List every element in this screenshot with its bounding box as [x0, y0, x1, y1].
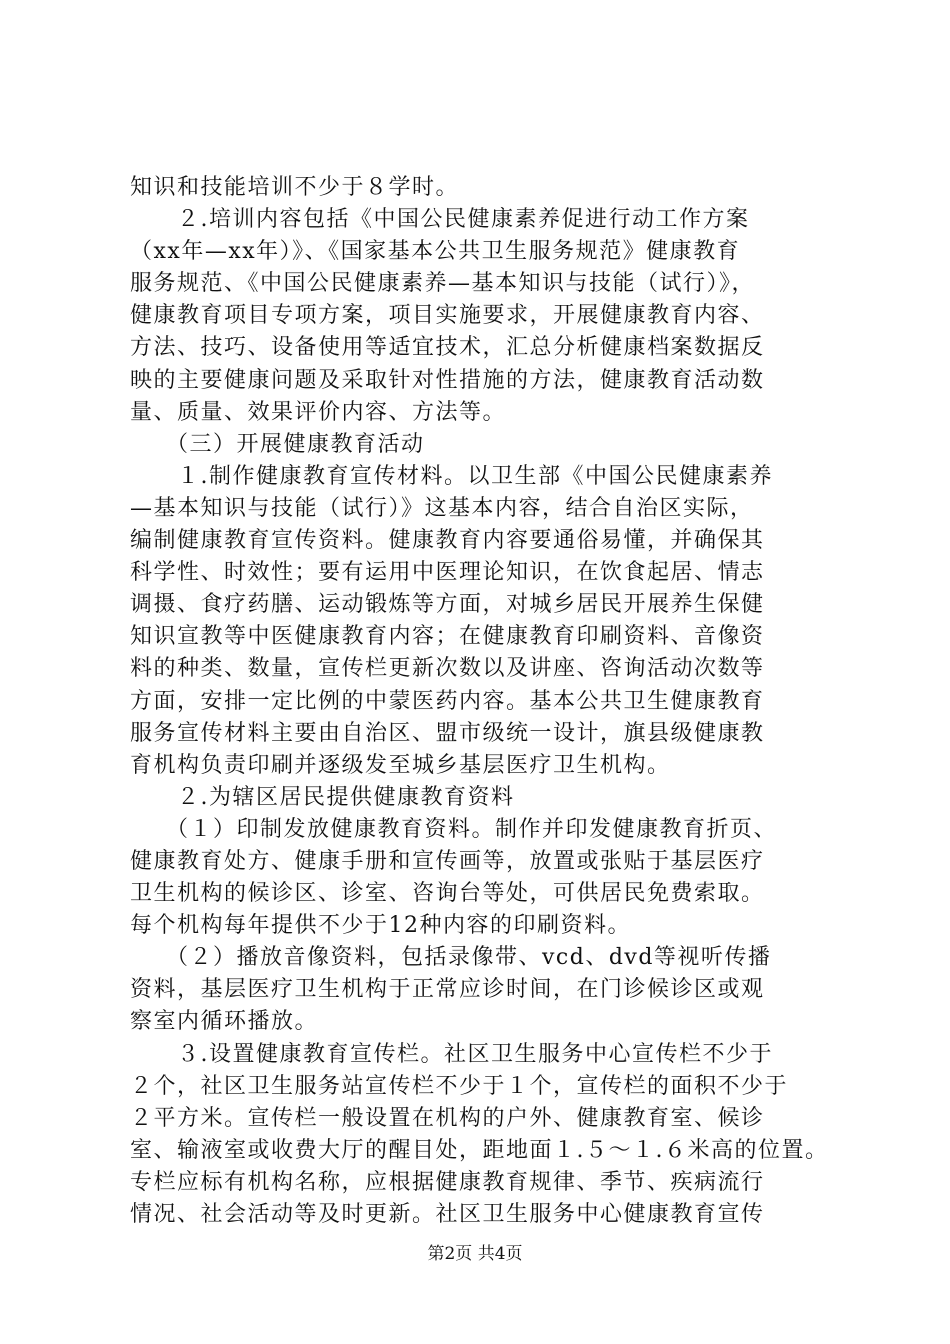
- text-line: 知识宣教等中医健康教育内容；在健康教育印刷资料、音像资: [130, 624, 765, 650]
- text-line: 情况、社会活动等及时更新。社区卫生服务中心健康教育宣传: [130, 1202, 765, 1227]
- text-line: 服务宣传材料主要由自治区、盟市级统一设计，旗县级健康教: [130, 720, 765, 746]
- text-line: 健康教育处方、健康手册和宣传画等，放置或张贴于基层医疗: [130, 848, 765, 874]
- text-line: （１）印制发放健康教育资料。制作并印发健康教育折页、: [130, 816, 778, 842]
- text-line: ２平方米。宣传栏一般设置在机构的户外、健康教育室、候诊: [130, 1105, 765, 1131]
- text-line: 育机构负责印刷并逐级发至城乡基层医疗卫生机构。: [130, 752, 671, 778]
- text-line: 服务规范、《中国公民健康素养—基本知识与技能（试行）》，: [130, 271, 756, 297]
- text-line: 察室内循环播放。: [130, 1009, 319, 1035]
- text-line: ２.培训内容包括《中国公民健康素养促进行动工作方案: [130, 207, 750, 233]
- text-line: １.制作健康教育宣传材料。以卫生部《中国公民健康素养: [130, 463, 773, 489]
- text-line: 每个机构每年提供不少于12种内容的印刷资料。: [130, 913, 631, 939]
- document-body: [130, 172, 830, 1231]
- text-line: 室、输液室或收费大厅的醒目处，距地面１.５～１.６米高的位置。: [130, 1137, 829, 1163]
- text-line: 科学性、时效性；要有运用中医理论知识，在饮食起居、情志: [130, 560, 765, 586]
- section-heading: （三）开展健康教育活动: [130, 431, 425, 457]
- text-line: 量、质量、效果评价内容、方法等。: [130, 399, 507, 425]
- text-line: 料的种类、数量，宣传栏更新次数以及讲座、咨询活动次数等: [130, 656, 765, 682]
- text-line: 专栏应标有机构名称，应根据健康教育规律、季节、疾病流行: [130, 1169, 765, 1195]
- text-line: ３.设置健康教育宣传栏。社区卫生服务中心宣传栏不少于: [130, 1041, 773, 1067]
- text-line: 卫生机构的候诊区、诊室、咨询台等处，可供居民免费索取。: [130, 881, 765, 907]
- text-line: （xx年—xx年）》、《国家基本公共卫生服务规范》健康教育: [130, 239, 741, 265]
- text-line: 方面，安排一定比例的中蒙医药内容。基本公共卫生健康教育: [130, 688, 765, 714]
- page-footer: 第2页 共4页: [427, 1244, 523, 1264]
- text-line: 方法、技巧、设备使用等适宜技术，汇总分析健康档案数据反: [130, 335, 765, 361]
- subsection-heading: ２.为辖区居民提供健康教育资料: [130, 784, 515, 810]
- text-line: 健康教育项目专项方案，项目实施要求，开展健康教育内容、: [130, 303, 765, 329]
- text-line: 资料，基层医疗卫生机构于正常应诊时间，在门诊候诊区或观: [130, 977, 765, 1003]
- text-line: 映的主要健康问题及采取针对性措施的方法，健康教育活动数: [130, 367, 765, 393]
- text-line: 编制健康教育宣传资料。健康教育内容要通俗易懂，并确保其: [130, 528, 765, 554]
- text-line: ２个，社区卫生服务站宣传栏不少于１个，宣传栏的面积不少于: [130, 1073, 789, 1099]
- text-line: 知识和技能培训不少于８学时。: [130, 175, 460, 200]
- text-line: —基本知识与技能（试行）》这基本内容，结合自治区实际，: [130, 495, 754, 521]
- text-line: 调摄、食疗药膳、运动锻炼等方面，对城乡居民开展养生保健: [130, 592, 765, 618]
- text-line: （２）播放音像资料，包括录像带、vcd、dvd等视听传播: [130, 945, 772, 971]
